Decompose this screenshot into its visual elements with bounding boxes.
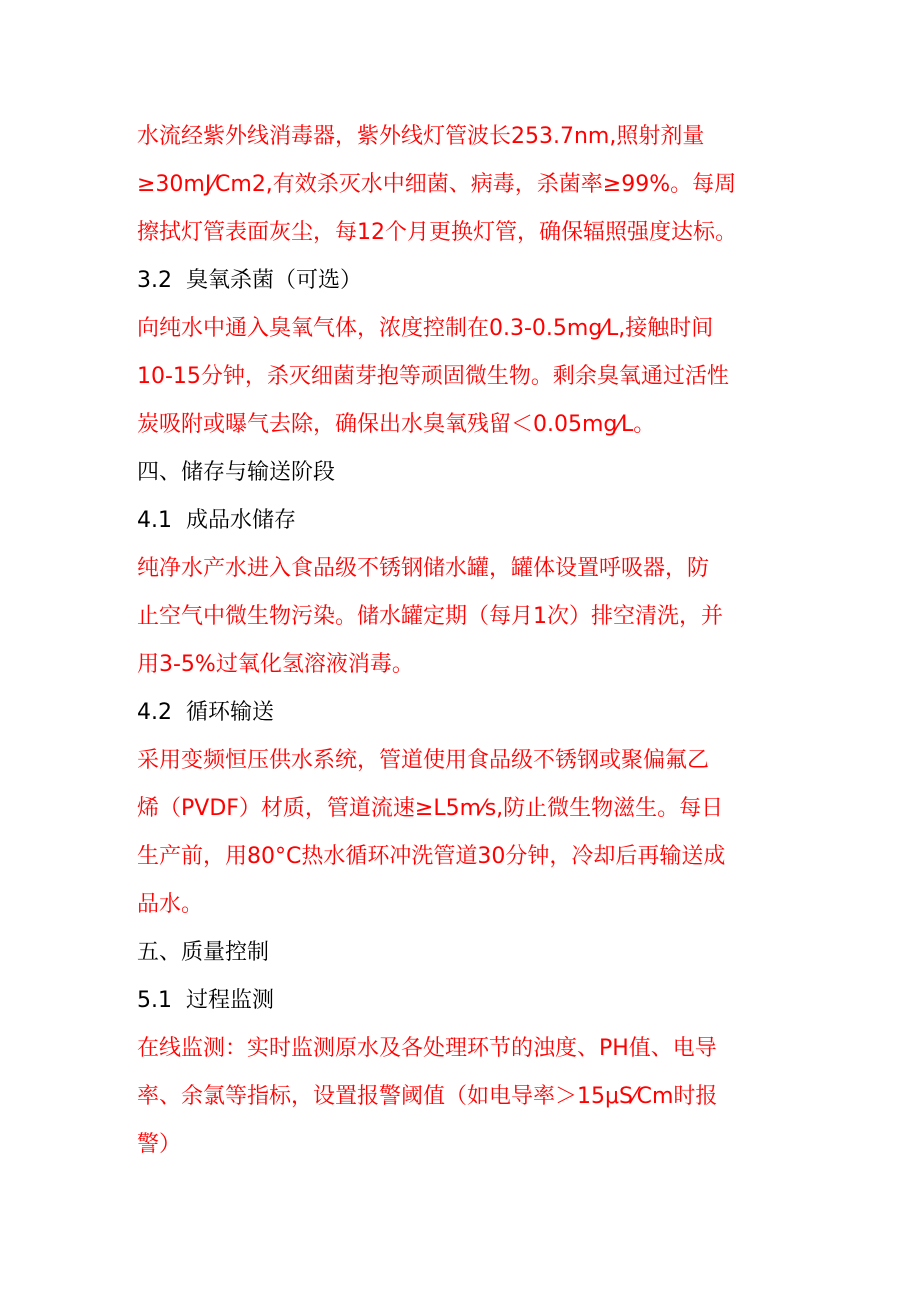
paragraph-line: 炭吸附或曝气去除，确保出水臭氧残留＜0.05mg⁄L。	[137, 412, 656, 437]
paragraph-line: 擦拭灯管表面灰尘，每12个月更换灯管，确保辐照强度达标。	[137, 220, 737, 245]
subsection-heading	[137, 257, 797, 305]
paragraph-line: 采用变频恒压供水系统，管道使用食品级不锈钢或聚偏氟乙	[137, 748, 710, 773]
subsection-heading	[137, 689, 797, 737]
document-body	[137, 113, 797, 1169]
paragraph-line: 止空气中微生物污染。储水罐定期（每月1次）排空清洗，并	[137, 604, 723, 629]
section-heading: 五、质量控制	[137, 940, 270, 965]
subsection-number: 4.2	[137, 700, 172, 725]
subsection-title: 臭氧杀菌（可选）	[186, 268, 363, 293]
paragraph-line: 率、余氯等指标，设置报警阈值（如电导率＞15μS⁄Cm时报	[137, 1084, 718, 1109]
paragraph-line: 警）	[137, 1132, 182, 1157]
paragraph-line: 生产前，用80°C热水循环冲洗管道30分钟，冷却后再输送成	[137, 844, 726, 869]
paragraph-line: 水流经紫外线消毒器，紫外线灯管波长253.7nm,照射剂量	[137, 124, 705, 149]
subsection-heading	[137, 497, 797, 545]
subsection-number: 3.2	[137, 268, 172, 293]
subsection-number: 4.1	[137, 508, 172, 533]
subsection-title: 循环输送	[186, 700, 275, 725]
subsection-number: 5.1	[137, 988, 172, 1013]
paragraph-line: ≥30mJ⁄Cm2,有效杀灭水中细菌、病毒，杀菌率≥99%。每周	[137, 172, 737, 197]
paragraph-line: 向纯水中通入臭氧气体，浓度控制在0.3-0.5mg⁄L,接触时间	[137, 316, 714, 341]
section-heading: 四、储存与输送阶段	[137, 460, 336, 485]
paragraph-line: 品水。	[137, 892, 204, 917]
paragraph-line: 用3-5%过氧化氢溶液消毒。	[137, 652, 414, 677]
subsection-title: 成品水储存	[186, 508, 297, 533]
subsection-heading	[137, 977, 797, 1025]
paragraph-line: 纯净水产水进入食品级不锈钢储水罐，罐体设置呼吸器，防	[137, 556, 710, 581]
paragraph-line: 在线监测：实时监测原水及各处理环节的浊度、PH值、电导	[137, 1036, 717, 1061]
subsection-title: 过程监测	[186, 988, 275, 1013]
paragraph-line: 10-15分钟，杀灭细菌芽抱等顽固微生物。剩余臭氧通过活性	[137, 364, 729, 389]
paragraph-line: 烯（PVDF）材质，管道流速≥L5m⁄s,防止微生物滋生。每日	[137, 796, 724, 821]
